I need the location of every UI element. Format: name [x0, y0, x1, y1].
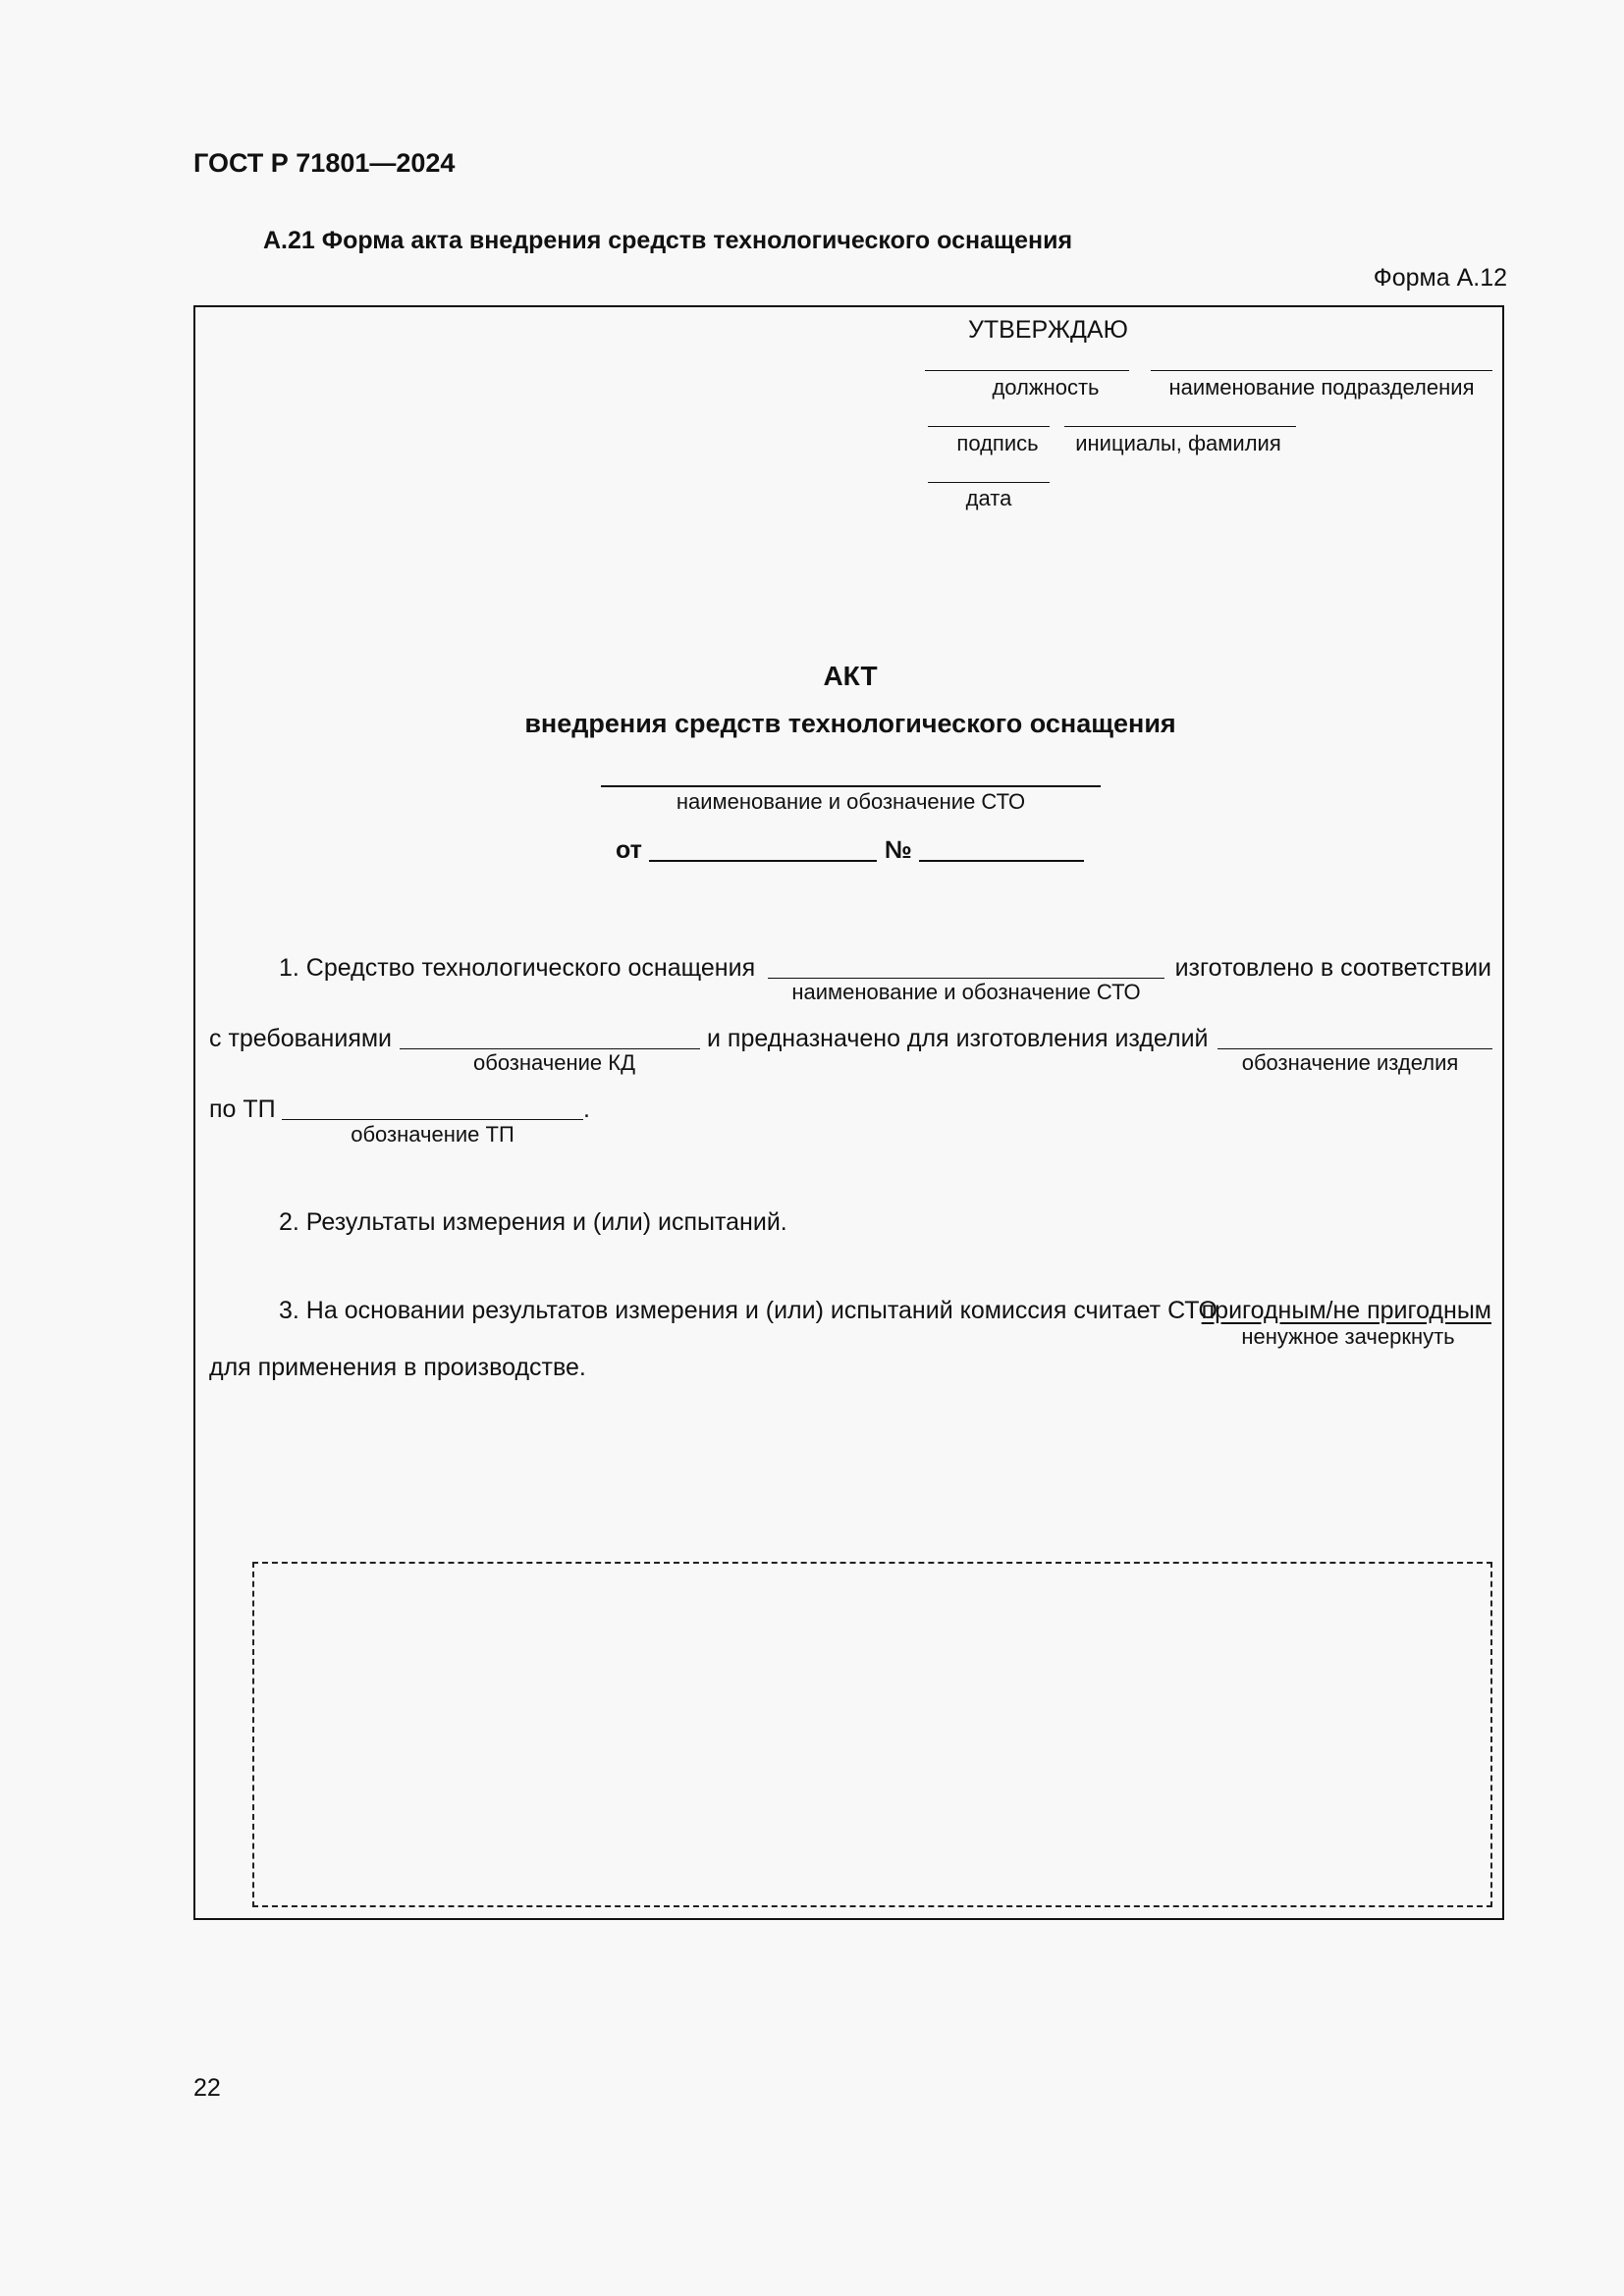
department-line[interactable]: [1151, 370, 1492, 371]
number-label: №: [885, 836, 912, 864]
product-line[interactable]: [1218, 1048, 1492, 1049]
act-date-line[interactable]: [649, 860, 877, 862]
approval-heading: УТВЕРЖДАЮ: [968, 316, 1128, 344]
signature-line[interactable]: [928, 426, 1050, 427]
choice-caption: ненужное зачеркнуть: [1241, 1324, 1455, 1349]
stamp-area: [252, 1562, 1492, 1907]
item1-sto-caption: наименование и обозначение СТО: [791, 980, 1141, 1004]
document-header: ГОСТ Р 71801—2024: [193, 148, 456, 178]
name-line[interactable]: [1064, 426, 1296, 427]
item1-text-end: изготовлено в соответствии: [1174, 954, 1491, 982]
item3-text-end: для применения в производстве.: [209, 1354, 586, 1381]
section-title: А.21 Форма акта внедрения средств технологического оснащения: [263, 227, 1073, 254]
position-caption: должность: [992, 375, 1100, 400]
date-caption: дата: [965, 486, 1012, 510]
page-number: 22: [193, 2074, 221, 2102]
form-label: Форма А.12: [1373, 264, 1507, 292]
requirements-label: с требованиями: [209, 1025, 393, 1052]
sto-name-caption: наименование и обозначение СТО: [676, 789, 1026, 814]
from-label: от: [616, 836, 642, 864]
position-line[interactable]: [925, 370, 1129, 371]
act-title: АКТ: [823, 661, 878, 691]
date-line[interactable]: [928, 482, 1050, 483]
product-caption: обозначение изделия: [1241, 1050, 1459, 1075]
tp-end: .: [583, 1095, 590, 1123]
item2-text: 2. Результаты измерения и (или) испытаний.: [279, 1208, 787, 1236]
tp-line[interactable]: [282, 1119, 583, 1120]
item3-text: 3. На основании результатов измерения и (или) испытаний комиссия считает СТО: [279, 1297, 1218, 1324]
act-subtitle: внедрения средств технологического оснащения: [524, 709, 1176, 738]
department-caption: наименование подразделения: [1168, 375, 1475, 400]
kd-caption: обозначение КД: [472, 1050, 635, 1075]
kd-line[interactable]: [400, 1048, 700, 1049]
sto-name-line[interactable]: [601, 785, 1101, 787]
name-caption: инициалы, фамилия: [1075, 431, 1281, 455]
tp-label: по ТП: [209, 1095, 276, 1123]
tp-caption: обозначение ТП: [351, 1122, 514, 1147]
signature-caption: подпись: [956, 431, 1039, 455]
purpose-text: и предназначено для изготовления изделий: [707, 1025, 1209, 1052]
item1-sto-line[interactable]: [768, 978, 1164, 979]
item1-text: 1. Средство технологического оснащения: [279, 954, 756, 982]
act-number-line[interactable]: [919, 860, 1084, 862]
choice-text[interactable]: пригодным/не пригодным: [1201, 1297, 1491, 1324]
